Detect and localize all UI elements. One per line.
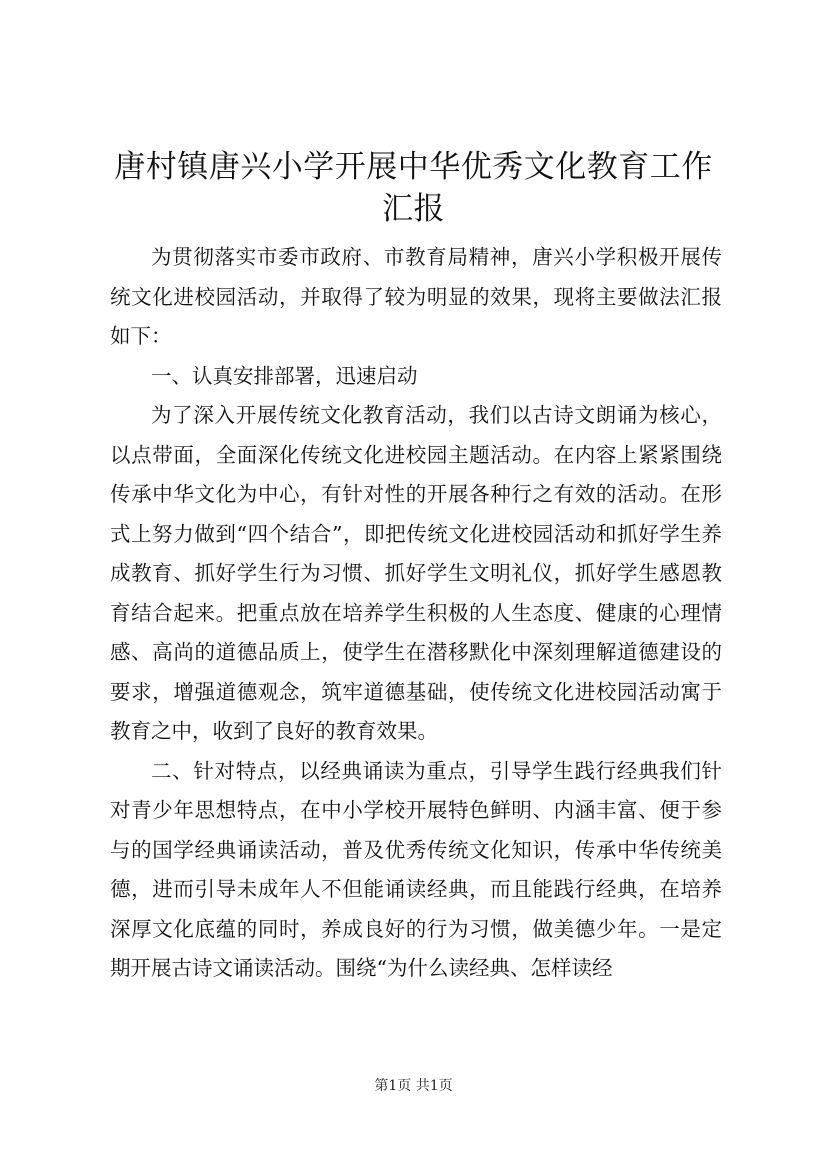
paragraph-section-1: 为了深入开展传统文化教育活动，我们以古诗文朗诵为核心，以点带面，全面深化传统文化进校园主题活动。在内容上紧紧围绕传承中华文化为中心，有针对性的开展各种行之有效的活动。在形式上努力做到“四个结合”，即把传统文化进校园活动和抓好学生养成教育、抓好学生行为习惯、抓好学生文明礼仪，抓好学生感恩教育结合起来。把重点放在培养学生积极的人生态度、健康的心理情感、高尚的道德品质上，使学生在潜移默化中深刻理解道德建设的要求，增强道德观念，筑牢道德基础，使传统文化进校园活动寓于教育之中，收到了良好的教育效果。 (110, 403, 722, 743)
document-body (110, 238, 722, 989)
paragraph-section-2: 二、针对特点，以经典诵读为重点，引导学生践行经典我们针对青少年思想特点，在中小学校开展特色鲜明、内涵丰富、便于参与的国学经典诵读活动，普及优秀传统文化知识，传承中华传统美德，进而引导未成年人不但能诵读经典，而且能践行经典，在培养深厚文化底蕴的同时，养成良好的行为习惯，做美德少年。一是定期开展古诗文诵读活动。围绕“为什么读经典、怎样读经 (110, 758, 722, 980)
document-title: 唐村镇唐兴小学开展中华优秀文化教育工作汇报 (114, 149, 713, 227)
section-heading-1: 一、认真安排部署，迅速启动 (151, 363, 418, 388)
paragraph-intro: 为贯彻落实市委市政府、市教育局精神，唐兴小学积极开展传统文化进校园活动，并取得了较为明显的效果，现将主要做法汇报如下： (110, 245, 722, 348)
page-number-footer: 第1页 共1页 (374, 1078, 453, 1094)
